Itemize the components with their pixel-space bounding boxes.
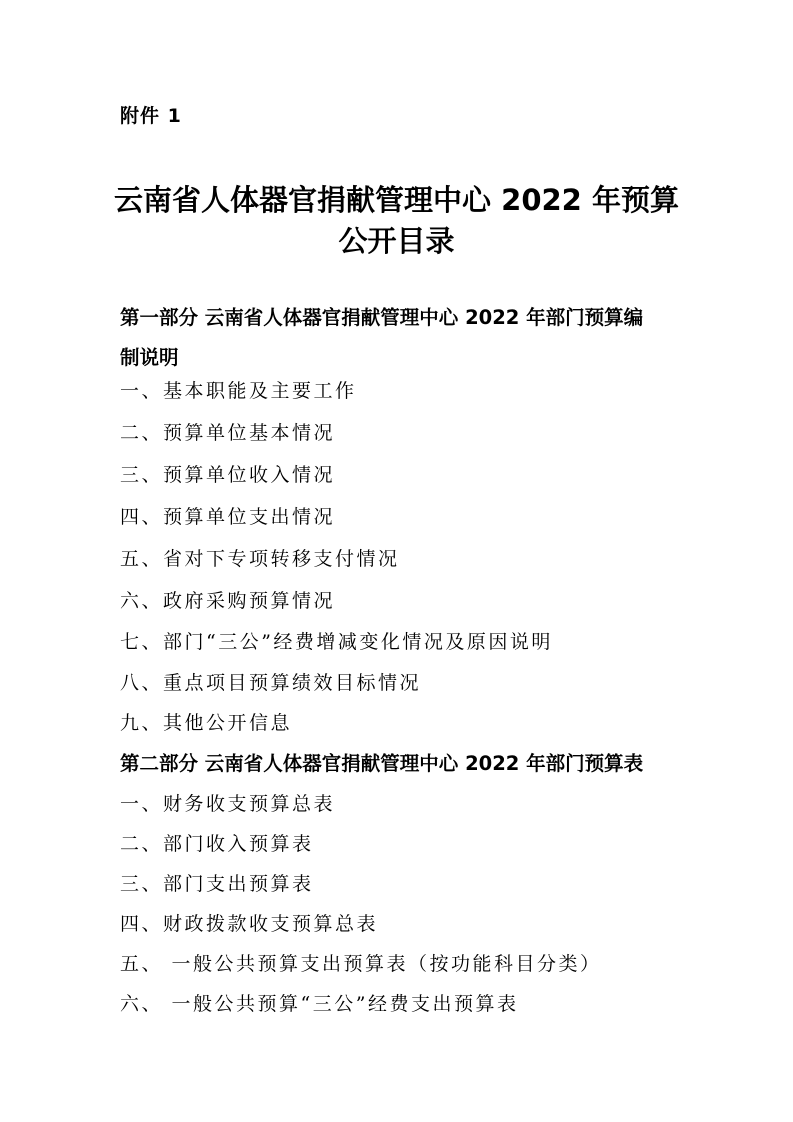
part-one-item: 五、省对下专项转移支付情况 — [120, 548, 400, 570]
part-one-item: 七、部门“三公”经费增减变化情况及原因说明 — [120, 631, 553, 653]
part-one-heading-line-2: 制说明 — [120, 346, 179, 369]
part-one-item: 九、其他公开信息 — [120, 712, 293, 734]
part-two-item: 二、部门收入预算表 — [120, 833, 314, 855]
part-two-item: 三、部门支出预算表 — [120, 873, 314, 895]
document-title-line-2: 公开目录 — [338, 224, 455, 258]
part-one-item: 六、政府采购预算情况 — [120, 590, 336, 612]
part-two-item: 一、财务收支预算总表 — [120, 793, 336, 815]
part-two-item: 四、财政拨款收支预算总表 — [120, 913, 379, 935]
document-title-line-1: 云南省人体器官捐献管理中心 2022 年预算 — [114, 183, 679, 217]
part-two-item: 五、 一般公共预算支出预算表（按功能科目分类） — [120, 953, 602, 975]
part-two-heading: 第二部分 云南省人体器官捐献管理中心 2022 年部门预算表 — [120, 752, 644, 775]
part-one-item: 二、预算单位基本情况 — [120, 422, 336, 444]
attachment-label: 附件 1 — [120, 105, 182, 127]
part-one-item: 八、重点项目预算绩效目标情况 — [120, 672, 422, 694]
part-one-item: 三、预算单位收入情况 — [120, 464, 336, 486]
part-one-item: 一、基本职能及主要工作 — [120, 380, 357, 402]
part-two-item: 六、 一般公共预算“三公”经费支出预算表 — [120, 993, 519, 1015]
part-one-item: 四、预算单位支出情况 — [120, 506, 336, 528]
part-one-heading-line-1: 第一部分 云南省人体器官捐献管理中心 2022 年部门预算编 — [120, 306, 644, 329]
